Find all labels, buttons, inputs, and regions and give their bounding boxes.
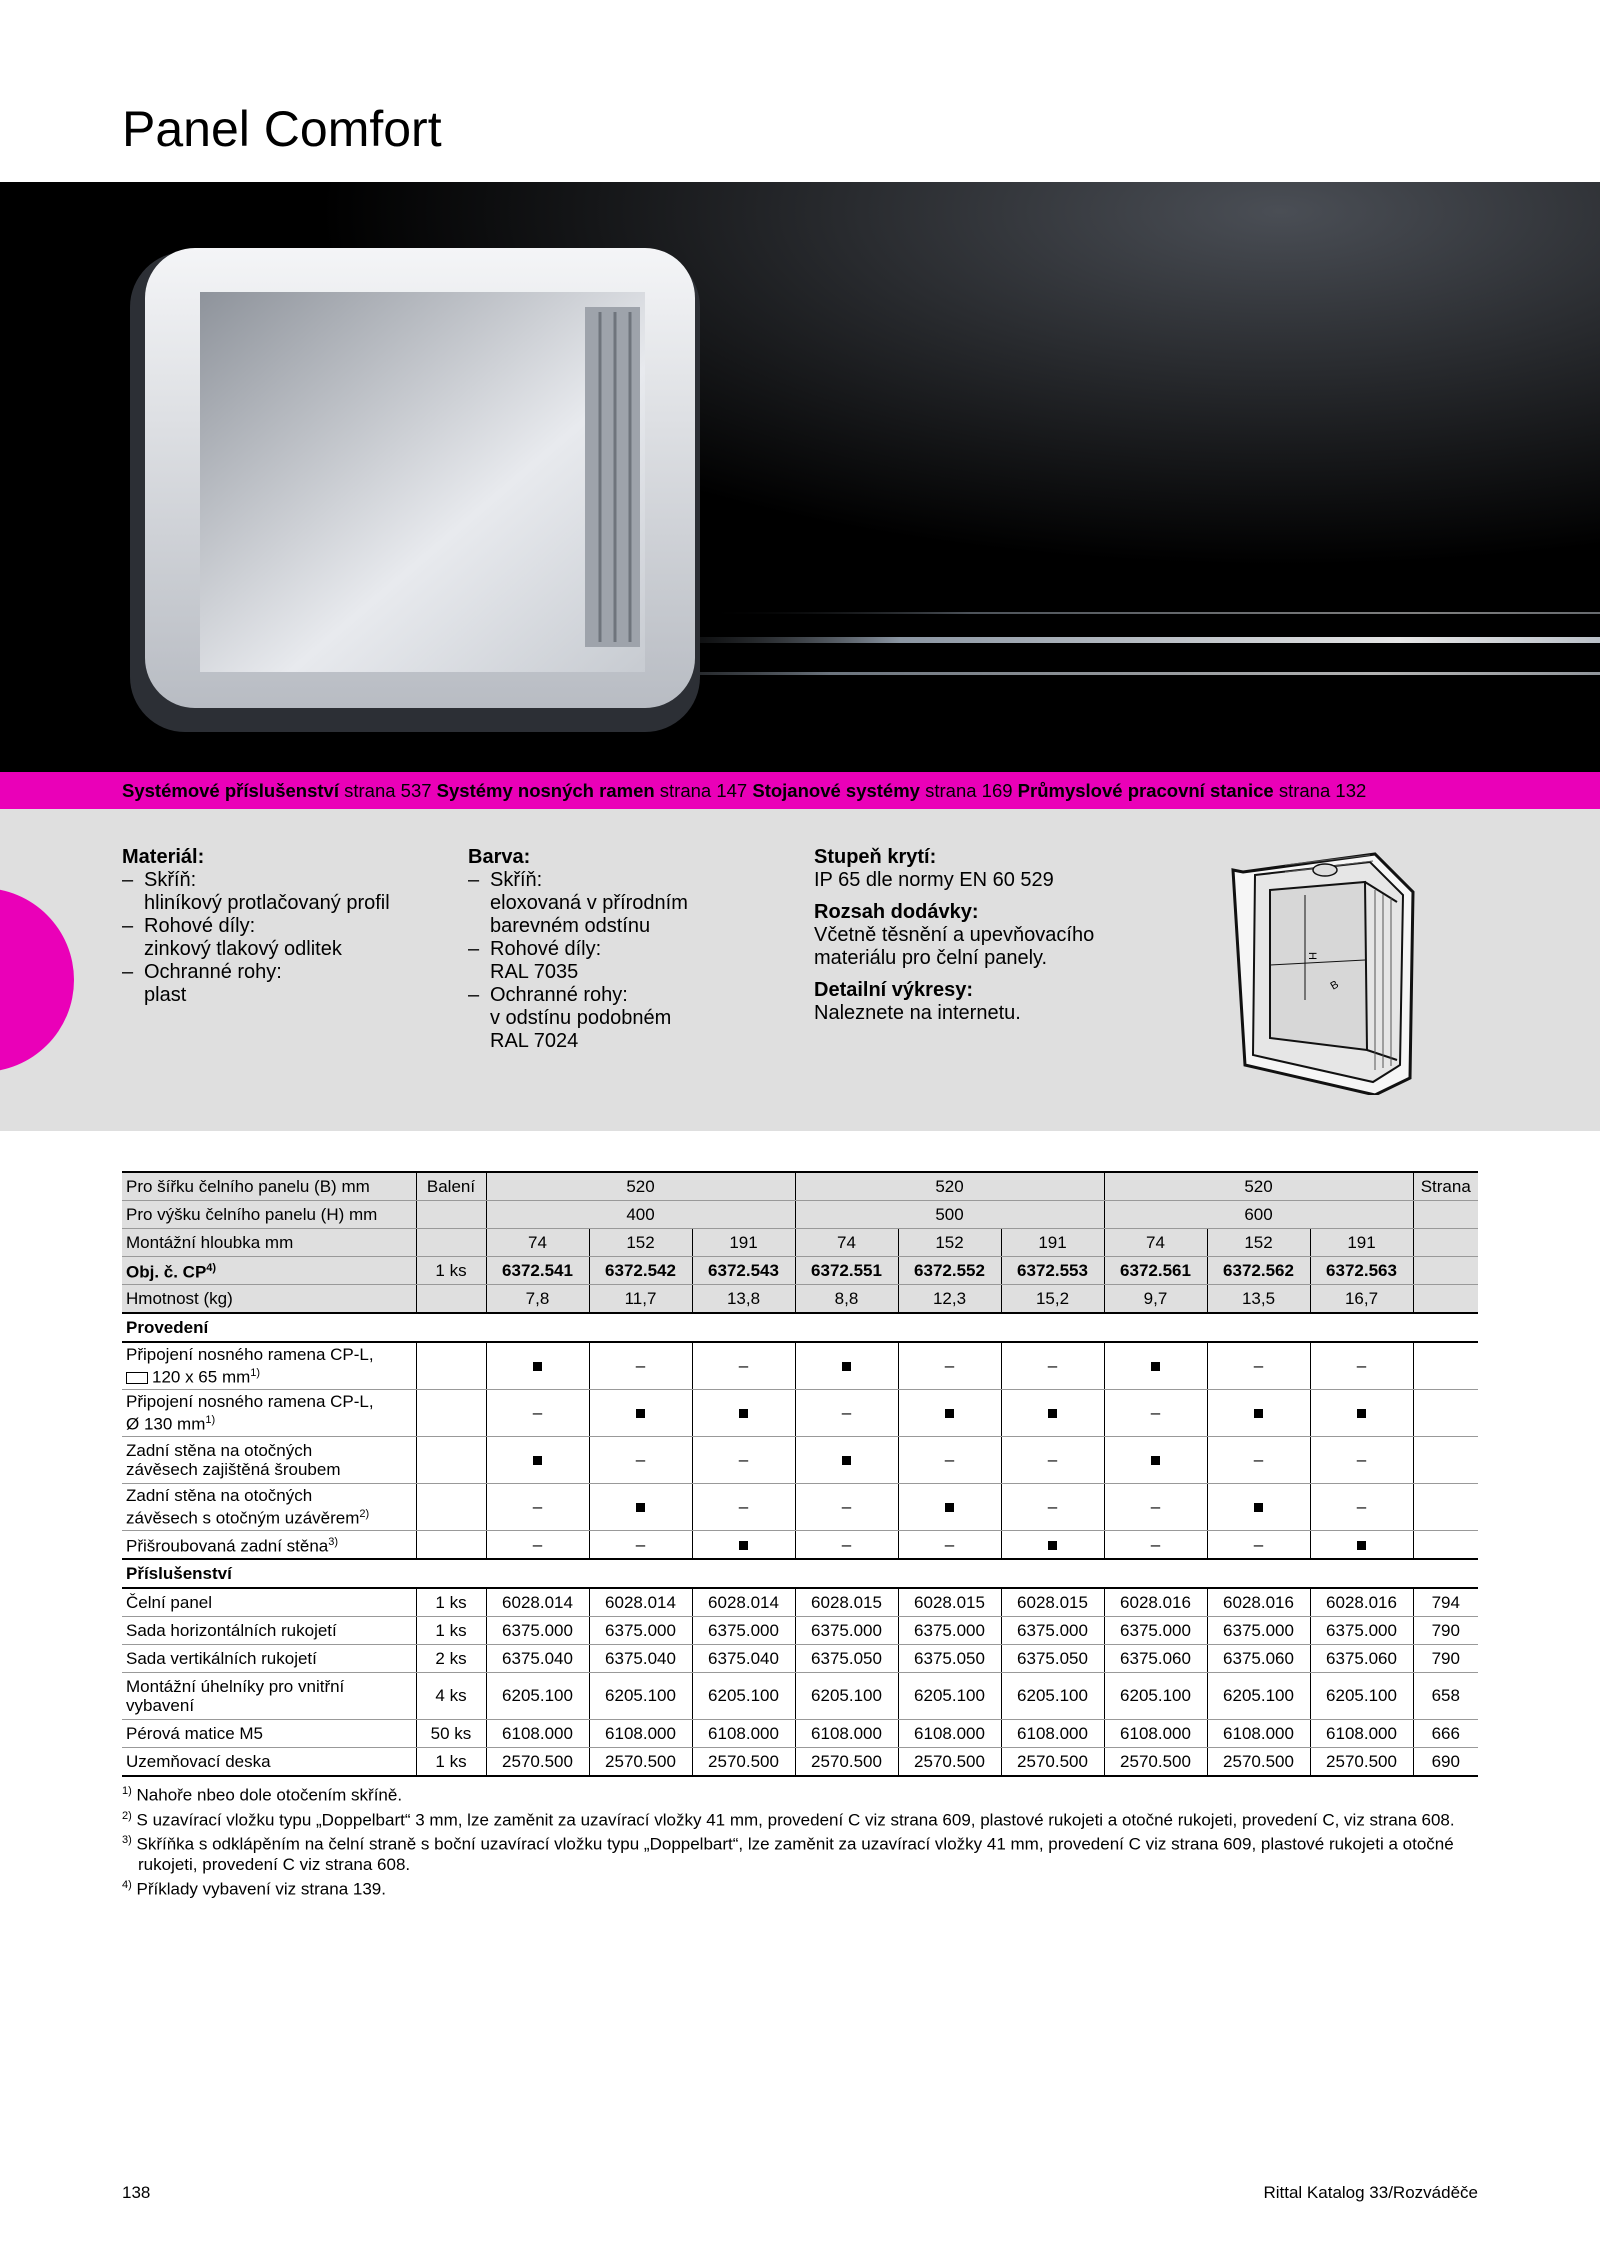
table-row: Pro šířku čelního panelu (B) mm Balení 520 520 520 Strana [122, 1172, 1478, 1201]
page-number: 138 [122, 2183, 151, 2202]
filled-square-icon [1048, 1409, 1057, 1418]
footnote: $^{3)}$ Skříňka s odklápěním na čelní straně s boční uzavírací vložku typu „Doppelbart“, lze zaměnit za uzavírací vložky 41 mm, provedení C viz strana 609, plastové rukojeti a otočné rukojeti, provedení C viz strana 608. [122, 1834, 1454, 1874]
specs-column: Stupeň krytí: IP 65 dle normy EN 60 529 Rozsah dodávky: Včetně těsnění a upevňovacího materiálu pro čelní panely. Detailní výkresy: Naleznete na internetu. [814, 846, 1095, 1024]
filled-square-icon [636, 1503, 645, 1512]
page-title: Panel Comfort [122, 101, 442, 157]
table-row: Čelní panel 1 ks 6028.014 6028.014 6028.014 6028.015 6028.015 6028.015 6028.016 6028.016 6028.016 794 [122, 1588, 1478, 1617]
filled-square-icon [533, 1456, 542, 1465]
filled-square-icon [945, 1503, 954, 1512]
filled-square-icon [1151, 1362, 1160, 1371]
crossref-prumyslove-pracovni-stanice[interactable]: Průmyslové pracovní stanice [1017, 780, 1274, 801]
filled-square-icon [842, 1362, 851, 1371]
table-row: Sada horizontálních rukojetí 1 ks 6375.000 6375.000 6375.000 6375.000 6375.000 6375.000 6375.000 6375.000 6375.000 790 [122, 1616, 1478, 1644]
table-row: Montážní úhelníky pro vnitřní vybavení 4 ks 6205.100 6205.100 6205.100 6205.100 6205.100 6205.100 6205.100 6205.100 6205.100 658 [122, 1672, 1478, 1719]
filled-square-icon [636, 1409, 645, 1418]
footnote: $^{2)}$ S uzavírací vložku typu „Doppelbart“ 3 mm, lze zaměnit za uzavírací vložky 41 mm, provedení C viz strana 609, plastové rukojeti a otočné rukojeti, provedení C, viz strana 608. [122, 1809, 1455, 1830]
table-row: Zadní stěna na otočných závěsech s otočným uzávěrem$^{2)}$ – – – – – – [122, 1483, 1478, 1530]
table-row: Připojení nosného ramena CP-L, Ø 130 $mm^{1)}$ – – – [122, 1389, 1478, 1436]
filled-square-icon [1254, 1503, 1263, 1512]
section-provedeni: Provedení [122, 1313, 1478, 1342]
barva-column: Barva: – Skříň: eloxovaná v přírodním barevném odstínu – Rohové díly: RAL 7035 – Ochranné rohy: v odstínu podobném RAL 7024 [468, 846, 688, 1053]
table-row: Pro výšku čelního panelu (H) mm 400 500 600 [122, 1201, 1478, 1229]
cross-reference-bar: Systémové příslušenství strana 537 Systémy nosných ramen strana 147 Stojanové systémy strana 169 Průmyslové pracovní stanice strana 132 [0, 772, 1600, 809]
table-row: Přišroubovaná zadní stěna$^{3)}$ – – – – – – [122, 1530, 1478, 1559]
product-photo [0, 182, 1600, 772]
crossref-systemy-nosnych-ramen[interactable]: Systémy nosných ramen [436, 780, 655, 801]
filled-square-icon [739, 1541, 748, 1550]
enclosure-drawing [1225, 850, 1415, 1095]
crossref-stojanove-systemy[interactable]: Stojanové systémy [752, 780, 920, 801]
footnote: $^{4)}$ Příklady vybavení viz strana 139. [122, 1878, 386, 1899]
filled-square-icon [739, 1409, 748, 1418]
footnotes [122, 1781, 1482, 1900]
table-row: Zadní stěna na otočných závěsech zajištěná šroubem – – – – – – [122, 1436, 1478, 1483]
filled-square-icon [1357, 1409, 1366, 1418]
table-row: Pérová matice M5 50 ks 6108.000 6108.000 6108.000 6108.000 6108.000 6108.000 6108.000 6108.000 6108.000 666 [122, 1719, 1478, 1747]
table-row: Montážní hloubka mm 74 152 191 74 152 191 74 152 191 [122, 1229, 1478, 1257]
filled-square-icon [1357, 1541, 1366, 1550]
table-row-order-number: Obj. č. CP$^{4)}$ 1 ks 6372.541 6372.542 6372.543 6372.551 6372.552 6372.553 6372.561 6372.562 6372.563 [122, 1257, 1478, 1285]
filled-square-icon [1254, 1409, 1263, 1418]
table-row: Sada vertikálních rukojetí 2 ks 6375.040 6375.040 6375.040 6375.050 6375.050 6375.050 6375.060 6375.060 6375.060 790 [122, 1644, 1478, 1672]
table-row: Uzemňovací deska 1 ks 2570.500 2570.500 2570.500 2570.500 2570.500 2570.500 2570.500 2570.500 2570.500 690 [122, 1747, 1478, 1776]
material-column: Materiál: – Skříň: hliníkový protlačovaný profil – Rohové díly: zinkový tlakový odlitek – Ochranné rohy: plast [122, 846, 390, 1007]
filled-square-icon [842, 1456, 851, 1465]
spec-table [122, 1171, 1478, 1777]
rectangle-icon [126, 1372, 148, 1384]
footnote: $^{1)}$ Nahoře nbeo dole otočením skříně. [122, 1785, 403, 1805]
table-row: Připojení nosného ramena CP-L, 120 x 65 $mm^{1)}$ – – – – – – [122, 1342, 1478, 1389]
section-prislusenstvi: Příslušenství [122, 1559, 1478, 1588]
catalog-name: Rittal Katalog 33/Rozváděče [1263, 2183, 1478, 2202]
filled-square-icon [1151, 1456, 1160, 1465]
crossref-systemove-prislusenstvi[interactable]: Systémové příslušenství [122, 780, 339, 801]
panel-comfort-image [0, 182, 1600, 772]
filled-square-icon [1048, 1541, 1057, 1550]
drawing-label-b: B [1328, 978, 1341, 993]
filled-square-icon [945, 1409, 954, 1418]
table-row: Hmotnost (kg) 7,8 11,7 13,8 8,8 12,3 15,2 9,7 13,5 16,7 [122, 1285, 1478, 1314]
drawing-label-h: H [1306, 952, 1318, 960]
filled-square-icon [533, 1362, 542, 1371]
